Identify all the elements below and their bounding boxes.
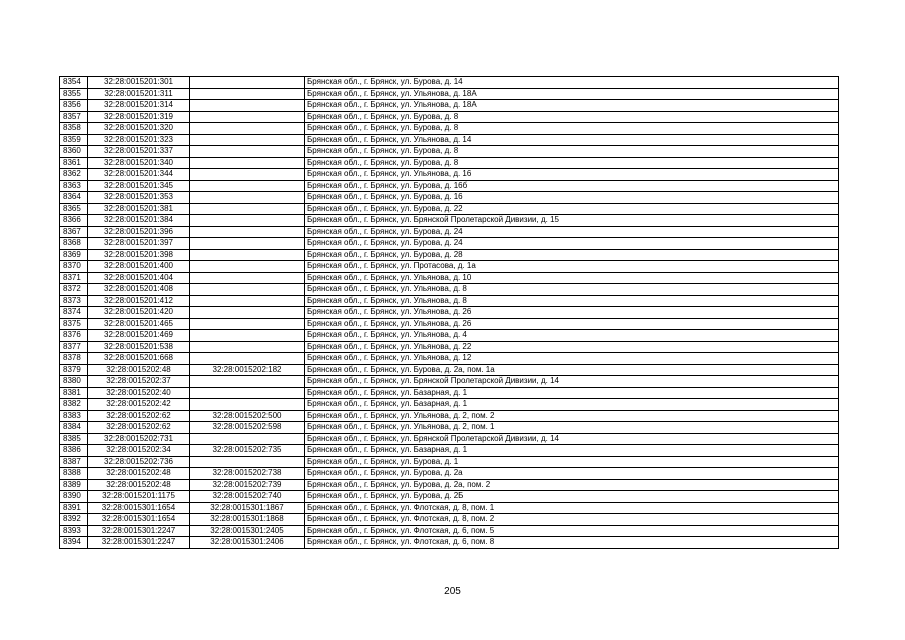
table-row — [60, 226, 839, 238]
table-row — [60, 341, 839, 353]
table-row — [60, 445, 839, 457]
cadastral-number-cell: 32:28:0015201:384 — [88, 215, 190, 227]
row-number-cell: 8379 — [60, 364, 88, 376]
table-row — [60, 192, 839, 204]
table-row — [60, 134, 839, 146]
address-cell: Брянская обл., г. Брянск, ул. Бурова, д. 24 — [305, 226, 839, 238]
table-row — [60, 410, 839, 422]
address-cell: Брянская обл., г. Брянск, ул. Брянской Пролетарской Дивизии, д. 14 — [305, 433, 839, 445]
related-cadastral-number-cell — [190, 341, 305, 353]
cadastral-number-cell: 32:28:0015201:345 — [88, 180, 190, 192]
address-cell: Брянская обл., г. Брянск, ул. Бурова, д. 2Б — [305, 491, 839, 503]
row-number-cell: 8385 — [60, 433, 88, 445]
related-cadastral-number-cell — [190, 238, 305, 250]
related-cadastral-number-cell — [190, 111, 305, 123]
address-cell: Брянская обл., г. Брянск, ул. Базарная, д. 1 — [305, 445, 839, 457]
related-cadastral-number-cell: 32:28:0015202:739 — [190, 479, 305, 491]
related-cadastral-number-cell — [190, 353, 305, 365]
row-number-cell: 8371 — [60, 272, 88, 284]
address-cell: Брянская обл., г. Брянск, ул. Бурова, д. 28 — [305, 249, 839, 261]
row-number-cell: 8383 — [60, 410, 88, 422]
cadastral-number-cell: 32:28:0015201:465 — [88, 318, 190, 330]
cadastral-number-cell: 32:28:0015201:301 — [88, 77, 190, 89]
related-cadastral-number-cell: 32:28:0015301:2406 — [190, 537, 305, 549]
address-cell: Брянская обл., г. Брянск, ул. Бурова, д. 24 — [305, 238, 839, 250]
table-row — [60, 307, 839, 319]
related-cadastral-number-cell: 32:28:0015202:740 — [190, 491, 305, 503]
address-cell: Брянская обл., г. Брянск, ул. Ульянова, д. 18А — [305, 88, 839, 100]
row-number-cell: 8366 — [60, 215, 88, 227]
row-number-cell: 8359 — [60, 134, 88, 146]
table-row — [60, 100, 839, 112]
table-row — [60, 387, 839, 399]
related-cadastral-number-cell — [190, 433, 305, 445]
row-number-cell: 8360 — [60, 146, 88, 158]
address-cell: Брянская обл., г. Брянск, ул. Бурова, д. 22 — [305, 203, 839, 215]
related-cadastral-number-cell — [190, 307, 305, 319]
address-cell: Брянская обл., г. Брянск, ул. Бурова, д. 8 — [305, 111, 839, 123]
address-cell: Брянская обл., г. Брянск, ул. Протасова, д. 1а — [305, 261, 839, 273]
table-row — [60, 491, 839, 503]
cadastral-number-cell: 32:28:0015202:48 — [88, 364, 190, 376]
address-cell: Брянская обл., г. Брянск, ул. Брянской Пролетарской Дивизии, д. 14 — [305, 376, 839, 388]
row-number-cell: 8389 — [60, 479, 88, 491]
cadastral-number-cell: 32:28:0015201:408 — [88, 284, 190, 296]
table-row — [60, 180, 839, 192]
registry-table — [59, 76, 839, 549]
cadastral-number-cell: 32:28:0015202:40 — [88, 387, 190, 399]
row-number-cell: 8364 — [60, 192, 88, 204]
table-row — [60, 525, 839, 537]
table-row — [60, 272, 839, 284]
cadastral-number-cell: 32:28:0015202:34 — [88, 445, 190, 457]
row-number-cell: 8387 — [60, 456, 88, 468]
cadastral-number-cell: 32:28:0015201:340 — [88, 157, 190, 169]
table-row — [60, 433, 839, 445]
address-cell: Брянская обл., г. Брянск, ул. Ульянова, д. 2, пом. 2 — [305, 410, 839, 422]
table-row — [60, 146, 839, 158]
table-row — [60, 249, 839, 261]
related-cadastral-number-cell — [190, 134, 305, 146]
row-number-cell: 8374 — [60, 307, 88, 319]
cadastral-number-cell: 32:28:0015301:2247 — [88, 525, 190, 537]
cadastral-number-cell: 32:28:0015202:62 — [88, 422, 190, 434]
address-cell: Брянская обл., г. Брянск, ул. Флотская, д. 8, пом. 1 — [305, 502, 839, 514]
address-cell: Брянская обл., г. Брянск, ул. Бурова, д. 8 — [305, 157, 839, 169]
table-row — [60, 157, 839, 169]
table-row — [60, 479, 839, 491]
cadastral-number-cell: 32:28:0015201:337 — [88, 146, 190, 158]
address-cell: Брянская обл., г. Брянск, ул. Бурова, д. 16 — [305, 192, 839, 204]
related-cadastral-number-cell: 32:28:0015301:1867 — [190, 502, 305, 514]
row-number-cell: 8370 — [60, 261, 88, 273]
related-cadastral-number-cell — [190, 261, 305, 273]
row-number-cell: 8368 — [60, 238, 88, 250]
cadastral-number-cell: 32:28:0015202:48 — [88, 468, 190, 480]
cadastral-number-cell: 32:28:0015301:2247 — [88, 537, 190, 549]
cadastral-number-cell: 32:28:0015201:400 — [88, 261, 190, 273]
table-row — [60, 364, 839, 376]
related-cadastral-number-cell — [190, 215, 305, 227]
row-number-cell: 8363 — [60, 180, 88, 192]
address-cell: Брянская обл., г. Брянск, ул. Базарная, д. 1 — [305, 387, 839, 399]
address-cell: Брянская обл., г. Брянск, ул. Ульянова, д. 14 — [305, 134, 839, 146]
row-number-cell: 8390 — [60, 491, 88, 503]
related-cadastral-number-cell: 32:28:0015301:2405 — [190, 525, 305, 537]
related-cadastral-number-cell — [190, 100, 305, 112]
cadastral-number-cell: 32:28:0015202:42 — [88, 399, 190, 411]
cadastral-number-cell: 32:28:0015201:397 — [88, 238, 190, 250]
related-cadastral-number-cell — [190, 456, 305, 468]
row-number-cell: 8361 — [60, 157, 88, 169]
row-number-cell: 8369 — [60, 249, 88, 261]
cadastral-number-cell: 32:28:0015201:404 — [88, 272, 190, 284]
row-number-cell: 8386 — [60, 445, 88, 457]
registry-table-body — [60, 77, 839, 549]
related-cadastral-number-cell — [190, 376, 305, 388]
row-number-cell: 8372 — [60, 284, 88, 296]
related-cadastral-number-cell: 32:28:0015301:1868 — [190, 514, 305, 526]
address-cell: Брянская обл., г. Брянск, ул. Ульянова, д. 2, пом. 1 — [305, 422, 839, 434]
cadastral-number-cell: 32:28:0015201:353 — [88, 192, 190, 204]
row-number-cell: 8356 — [60, 100, 88, 112]
address-cell: Брянская обл., г. Брянск, ул. Базарная, д. 1 — [305, 399, 839, 411]
row-number-cell: 8376 — [60, 330, 88, 342]
row-number-cell: 8355 — [60, 88, 88, 100]
address-cell: Брянская обл., г. Брянск, ул. Ульянова, д. 16 — [305, 169, 839, 181]
cadastral-number-cell: 32:28:0015201:314 — [88, 100, 190, 112]
row-number-cell: 8393 — [60, 525, 88, 537]
row-number-cell: 8381 — [60, 387, 88, 399]
cadastral-number-cell: 32:28:0015201:412 — [88, 295, 190, 307]
related-cadastral-number-cell — [190, 192, 305, 204]
cadastral-number-cell: 32:28:0015301:1654 — [88, 514, 190, 526]
table-row — [60, 169, 839, 181]
related-cadastral-number-cell — [190, 330, 305, 342]
address-cell: Брянская обл., г. Брянск, ул. Ульянова, д. 8 — [305, 295, 839, 307]
related-cadastral-number-cell — [190, 146, 305, 158]
row-number-cell: 8378 — [60, 353, 88, 365]
related-cadastral-number-cell — [190, 88, 305, 100]
table-row — [60, 284, 839, 296]
address-cell: Брянская обл., г. Брянск, ул. Ульянова, д. 12 — [305, 353, 839, 365]
address-cell: Брянская обл., г. Брянск, ул. Флотская, д. 6, пом. 8 — [305, 537, 839, 549]
address-cell: Брянская обл., г. Брянск, ул. Ульянова, д. 4 — [305, 330, 839, 342]
table-row — [60, 422, 839, 434]
address-cell: Брянская обл., г. Брянск, ул. Бурова, д. 8 — [305, 123, 839, 135]
table-row — [60, 330, 839, 342]
table-row — [60, 203, 839, 215]
address-cell: Брянская обл., г. Брянск, ул. Флотская, д. 8, пом. 2 — [305, 514, 839, 526]
related-cadastral-number-cell: 32:28:0015202:735 — [190, 445, 305, 457]
row-number-cell: 8375 — [60, 318, 88, 330]
related-cadastral-number-cell: 32:28:0015202:500 — [190, 410, 305, 422]
row-number-cell: 8377 — [60, 341, 88, 353]
cadastral-number-cell: 32:28:0015202:48 — [88, 479, 190, 491]
table-row — [60, 468, 839, 480]
cadastral-number-cell: 32:28:0015201:320 — [88, 123, 190, 135]
table-row — [60, 456, 839, 468]
row-number-cell: 8373 — [60, 295, 88, 307]
cadastral-number-cell: 32:28:0015202:62 — [88, 410, 190, 422]
related-cadastral-number-cell — [190, 387, 305, 399]
cadastral-number-cell: 32:28:0015201:323 — [88, 134, 190, 146]
row-number-cell: 8354 — [60, 77, 88, 89]
row-number-cell: 8367 — [60, 226, 88, 238]
cadastral-number-cell: 32:28:0015202:731 — [88, 433, 190, 445]
cadastral-number-cell: 32:28:0015201:469 — [88, 330, 190, 342]
page-number: 205 — [444, 586, 461, 597]
table-row — [60, 376, 839, 388]
cadastral-number-cell: 32:28:0015301:1654 — [88, 502, 190, 514]
row-number-cell: 8391 — [60, 502, 88, 514]
row-number-cell: 8388 — [60, 468, 88, 480]
related-cadastral-number-cell: 32:28:0015202:738 — [190, 468, 305, 480]
address-cell: Брянская обл., г. Брянск, ул. Бурова, д. 2а, пом. 1а — [305, 364, 839, 376]
cadastral-number-cell: 32:28:0015201:344 — [88, 169, 190, 181]
table-row — [60, 295, 839, 307]
cadastral-number-cell: 32:28:0015201:398 — [88, 249, 190, 261]
table-row — [60, 318, 839, 330]
table-row — [60, 261, 839, 273]
row-number-cell: 8392 — [60, 514, 88, 526]
related-cadastral-number-cell — [190, 295, 305, 307]
row-number-cell: 8362 — [60, 169, 88, 181]
table-row — [60, 502, 839, 514]
table-row — [60, 215, 839, 227]
related-cadastral-number-cell — [190, 284, 305, 296]
address-cell: Брянская обл., г. Брянск, ул. Бурова, д. 8 — [305, 146, 839, 158]
table-row — [60, 537, 839, 549]
related-cadastral-number-cell: 32:28:0015202:182 — [190, 364, 305, 376]
table-row — [60, 399, 839, 411]
address-cell: Брянская обл., г. Брянск, ул. Флотская, д. 6, пом. 5 — [305, 525, 839, 537]
cadastral-number-cell: 32:28:0015201:396 — [88, 226, 190, 238]
related-cadastral-number-cell — [190, 203, 305, 215]
address-cell: Брянская обл., г. Брянск, ул. Бурова, д. 14 — [305, 77, 839, 89]
row-number-cell: 8358 — [60, 123, 88, 135]
related-cadastral-number-cell — [190, 169, 305, 181]
table-row — [60, 111, 839, 123]
table-row — [60, 77, 839, 89]
cadastral-number-cell: 32:28:0015201:319 — [88, 111, 190, 123]
cadastral-number-cell: 32:28:0015201:538 — [88, 341, 190, 353]
row-number-cell: 8380 — [60, 376, 88, 388]
row-number-cell: 8384 — [60, 422, 88, 434]
address-cell: Брянская обл., г. Брянск, ул. Ульянова, д. 10 — [305, 272, 839, 284]
related-cadastral-number-cell — [190, 123, 305, 135]
cadastral-number-cell: 32:28:0015202:736 — [88, 456, 190, 468]
related-cadastral-number-cell — [190, 318, 305, 330]
related-cadastral-number-cell — [190, 226, 305, 238]
address-cell: Брянская обл., г. Брянск, ул. Ульянова, д. 18А — [305, 100, 839, 112]
address-cell: Брянская обл., г. Брянск, ул. Брянской Пролетарской Дивизии, д. 15 — [305, 215, 839, 227]
address-cell: Брянская обл., г. Брянск, ул. Бурова, д. 2а — [305, 468, 839, 480]
address-cell: Брянская обл., г. Брянск, ул. Бурова, д. 16б — [305, 180, 839, 192]
table-row — [60, 238, 839, 250]
cadastral-number-cell: 32:28:0015201:311 — [88, 88, 190, 100]
address-cell: Брянская обл., г. Брянск, ул. Ульянова, д. 22 — [305, 341, 839, 353]
address-cell: Брянская обл., г. Брянск, ул. Ульянова, д. 26 — [305, 307, 839, 319]
row-number-cell: 8382 — [60, 399, 88, 411]
related-cadastral-number-cell — [190, 157, 305, 169]
related-cadastral-number-cell — [190, 77, 305, 89]
row-number-cell: 8357 — [60, 111, 88, 123]
related-cadastral-number-cell — [190, 399, 305, 411]
address-cell: Брянская обл., г. Брянск, ул. Бурова, д. 1 — [305, 456, 839, 468]
address-cell: Брянская обл., г. Брянск, ул. Ульянова, д. 26 — [305, 318, 839, 330]
cadastral-number-cell: 32:28:0015201:1175 — [88, 491, 190, 503]
related-cadastral-number-cell: 32:28:0015202:598 — [190, 422, 305, 434]
table-row — [60, 123, 839, 135]
row-number-cell: 8365 — [60, 203, 88, 215]
address-cell: Брянская обл., г. Брянск, ул. Бурова, д. 2а, пом. 2 — [305, 479, 839, 491]
cadastral-number-cell: 32:28:0015202:37 — [88, 376, 190, 388]
row-number-cell: 8394 — [60, 537, 88, 549]
related-cadastral-number-cell — [190, 180, 305, 192]
cadastral-number-cell: 32:28:0015201:381 — [88, 203, 190, 215]
related-cadastral-number-cell — [190, 272, 305, 284]
address-cell: Брянская обл., г. Брянск, ул. Ульянова, д. 8 — [305, 284, 839, 296]
cadastral-number-cell: 32:28:0015201:420 — [88, 307, 190, 319]
table-row — [60, 88, 839, 100]
table-row — [60, 353, 839, 365]
related-cadastral-number-cell — [190, 249, 305, 261]
cadastral-number-cell: 32:28:0015201:668 — [88, 353, 190, 365]
table-row — [60, 514, 839, 526]
